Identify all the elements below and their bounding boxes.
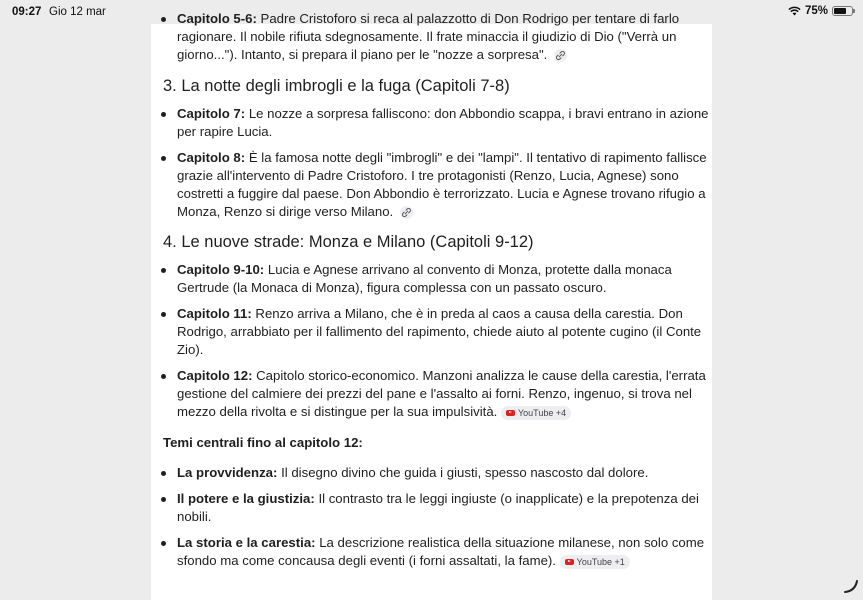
bullet-dot: [161, 497, 166, 502]
bullet-dot: [161, 268, 166, 273]
youtube-icon: [506, 410, 515, 416]
top-list: [151, 10, 712, 64]
list-item: [151, 149, 712, 221]
item-label: Capitolo 9-10:: [177, 262, 265, 277]
bullet-dot: [161, 17, 166, 22]
bullet-dot: [161, 374, 166, 379]
item-text: La descrizione realistica della situazione milanese, non solo come sfondo ma come concausa degli eventi (i forni assaltati, la fame).: [177, 535, 705, 568]
item-text: Il contrasto tra le leggi ingiuste (o inapplicate) e la prepotenza dei nobili.: [177, 491, 699, 524]
source-label: YouTube +1: [576, 556, 625, 567]
bullet-dot: [161, 471, 166, 476]
item-text: Padre Cristoforo si reca al palazzotto di Don Rodrigo per tentare di farlo ragionare. Il nobile rifiuta sdegnosamente. Il frate minaccia il giudizio di Dio ("Verrà un giorno..."). Intanto, si prepara il piano per le "nozze a sorpresa".: [177, 11, 680, 62]
item-label: Capitolo 11:: [177, 306, 252, 321]
status-time: 09:27: [12, 6, 42, 18]
item-label: Capitolo 12:: [177, 368, 253, 383]
status-right: [788, 5, 853, 17]
list-item: [151, 464, 712, 482]
list-item: [151, 305, 712, 359]
item-label: La provvidenza:: [177, 465, 278, 480]
item-label: Capitolo 8:: [177, 150, 246, 165]
item-text: Le nozze a sorpresa falliscono: don Abbondio scappa, i bravi entrano in azione per rapire Lucia.: [177, 106, 709, 139]
youtube-source-chip[interactable]: [501, 406, 571, 420]
list-item: [151, 10, 712, 64]
item-text: Il disegno divino che guida i giusti, spesso nascosto dal dolore.: [281, 465, 649, 480]
battery-icon: [832, 6, 853, 16]
section-heading: 4. Le nuove strade: Monza e Milano (Capitoli 9-12): [163, 233, 534, 251]
section-heading: 3. La notte degli imbrogli e la fuga (Capitoli 7-8): [163, 77, 510, 95]
item-label: La storia e la carestia:: [177, 535, 316, 550]
list-item: [151, 105, 712, 141]
wifi-icon: [788, 6, 801, 16]
bullet-dot: [161, 541, 166, 546]
section-4-list: [151, 261, 712, 421]
list-item: [151, 261, 712, 297]
item-text: Lucia e Agnese arrivano al convento di Monza, protette dalla monaca Gertrude (la Monaca di Monza), figura complessa con un passato oscuro.: [177, 262, 672, 295]
list-item: [151, 367, 712, 421]
youtube-source-chip[interactable]: [560, 555, 630, 569]
bullet-dot: [161, 312, 166, 317]
list-item: [151, 534, 712, 570]
list-item: [151, 490, 712, 526]
item-text: Capitolo storico-economico. Manzoni analizza le cause della carestia, l'errata gestione del calmiere dei prezzi del pane e l'assalto ai forni. Renzo, ingenuo, si trova nel mezzo della rivolta e si distingue per la sua impulsività.: [177, 368, 706, 419]
resize-corner-icon[interactable]: [843, 578, 859, 594]
bullet-dot: [161, 112, 166, 117]
link-icon[interactable]: [400, 206, 413, 219]
bullet-dot: [161, 156, 166, 161]
item-label: Capitolo 7:: [177, 106, 246, 121]
section-3-list: [151, 105, 712, 221]
themes-list: [151, 464, 712, 570]
document-content: [151, 10, 712, 570]
item-text: È la famosa notte degli "imbrogli" e dei "lampi". Il tentativo di rapimento fallisce grazie all'intervento di Padre Cristoforo. I tre protagonisti (Renzo, Lucia, Agnese) sono costretti a fuggire dal paese. Don Abbondio è terrorizzato. Lucia e Agnese trovano rifugio a Monza, Renzo si dirige verso Milano.: [177, 150, 707, 219]
link-icon[interactable]: [554, 49, 567, 62]
themes-heading: Temi centrali fino al capitolo 12:: [163, 435, 363, 450]
item-label: Il potere e la giustizia:: [177, 491, 315, 506]
item-text: Renzo arriva a Milano, che è in preda al caos a causa della carestia. Don Rodrigo, arrabbiato per il fallimento del rapimento, chiede aiuto al potente cugino (il Conte Zio).: [177, 306, 702, 357]
status-date: Gio 12 mar: [49, 6, 106, 18]
youtube-icon: [565, 559, 574, 565]
item-label: Capitolo 5-6:: [177, 11, 257, 26]
document-page[interactable]: [151, 11, 712, 600]
battery-percent: 75%: [804, 5, 828, 17]
source-label: YouTube +4: [517, 407, 567, 418]
battery-fill: [834, 8, 846, 14]
